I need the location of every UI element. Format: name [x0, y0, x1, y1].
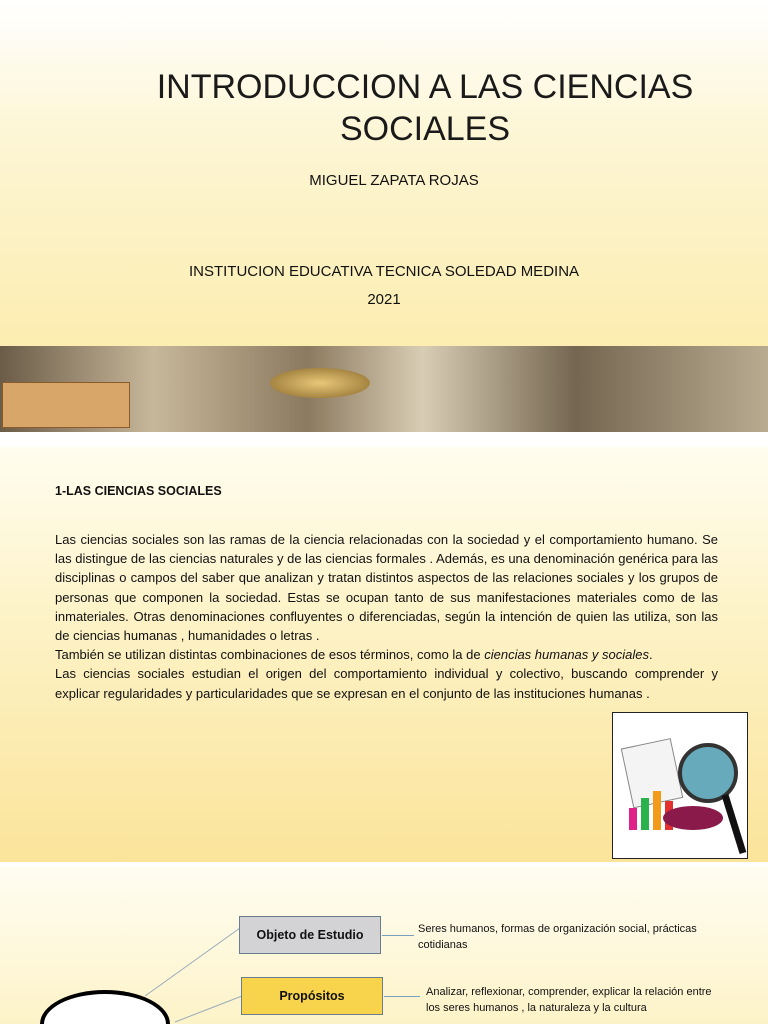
text: .: [648, 647, 653, 663]
paragraph: Las ciencias sociales estudian el origen del comportamiento individual y colectivo, buscando comprender y explicar regularidades y particularidades que se expresan en el conjunto de las instituciones humanas .: [55, 666, 718, 701]
text: También se utilizan distintas combinaciones de esos términos, como la de: [55, 647, 485, 663]
section-heading: 1-LAS CIENCIAS SOCIALES: [55, 484, 222, 498]
slide-title: INTRODUCCION A LAS CIENCIAS SOCIALES: [156, 68, 694, 148]
arrow-icon: [384, 996, 420, 997]
propositos-box: Propósitos: [241, 977, 383, 1015]
compass-image: [270, 368, 370, 398]
objeto-de-estudio-box: Objeto de Estudio: [239, 916, 381, 954]
propositos-description: Analizar, reflexionar, comprender, explicar la relación entre los seres humanos , la naturaleza y la cultura: [426, 986, 712, 1014]
title-slide: [0, 0, 768, 432]
concept-map-slide: [0, 866, 768, 1024]
author: MIGUEL ZAPATA ROJAS: [309, 172, 479, 189]
paragraph: [55, 645, 718, 664]
objeto-description: Seres humanos, formas de organización social, prácticas cotidianas: [418, 923, 697, 951]
body-text: [55, 530, 718, 703]
emphasis: ciencias humanas y sociales: [484, 647, 649, 663]
year: 2021: [367, 291, 401, 308]
magnifier-chart-image: [612, 712, 748, 859]
notebook-image: [2, 382, 130, 428]
arrow-icon: [382, 935, 414, 936]
institution-block: [0, 258, 768, 314]
content-slide: [0, 447, 768, 862]
paragraph: Las ciencias sociales son las ramas de la ciencia relacionadas con la sociedad y el comportamiento humano. Se las distingue de las ciencias naturales y de las ciencias formales . Además, es una denominación genérica para las disciplinas o campos del saber que analizan y tratan distintos aspectos de las relaciones sociales y los grupos de personas que componen la sociedad. Estas se ocupan tanto de sus manifestaciones materiales como de las inmateriales. Otras denominaciones confluyentes o diferenciadas, según la intención de quien las utiliza, son las de ciencias humanas , humanidades o letras .: [55, 532, 718, 644]
institution: INSTITUCION EDUCATIVA TECNICA SOLEDAD MEDINA: [188, 263, 580, 280]
